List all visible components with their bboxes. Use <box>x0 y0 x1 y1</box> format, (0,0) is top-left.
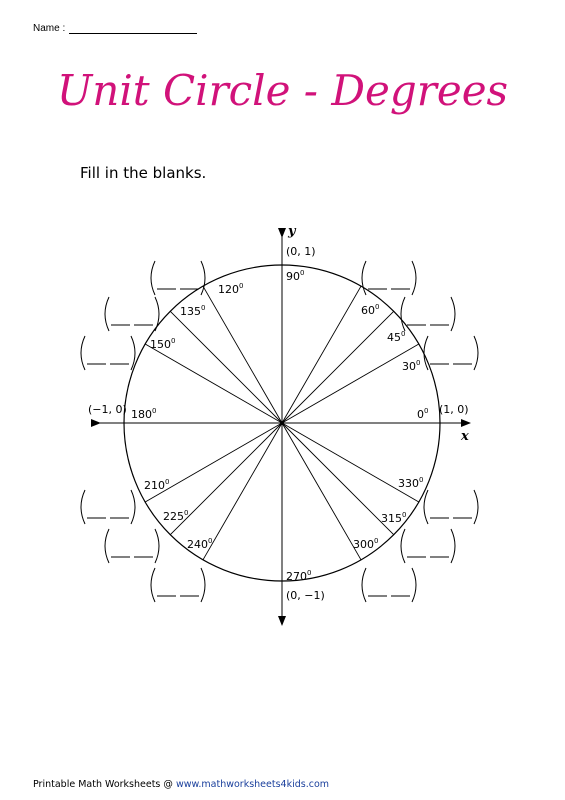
angle-label-150: $150^0$ <box>150 337 176 351</box>
footer-prefix: Printable Math Worksheets @ <box>33 779 176 790</box>
point-left-label: (−1, 0) <box>88 403 127 416</box>
ray-60 <box>282 286 361 423</box>
angle-label-240: $240^0$ <box>187 537 213 551</box>
ray-150 <box>145 344 282 423</box>
angle-label-330: $330^0$ <box>398 476 424 490</box>
open-paren <box>81 490 85 524</box>
y-axis-label: y <box>288 224 296 239</box>
ray-300 <box>282 423 361 560</box>
ray-225 <box>170 423 282 535</box>
open-paren <box>151 568 155 602</box>
close-paren <box>201 568 205 602</box>
close-paren <box>412 261 416 295</box>
degree-mark: 0 <box>208 537 213 545</box>
angle-label-180: $180^0$ <box>131 407 157 421</box>
close-paren <box>155 297 159 331</box>
angle-label-270: $270^0$ <box>286 569 312 583</box>
ray-210 <box>145 423 282 502</box>
open-paren <box>362 568 366 602</box>
close-paren <box>131 336 135 370</box>
close-paren <box>451 529 455 563</box>
degree-mark: 0 <box>152 407 157 415</box>
open-paren <box>105 529 109 563</box>
unit-circle-diagram <box>0 215 565 640</box>
degree-mark: 0 <box>184 509 189 517</box>
degree-mark: 0 <box>201 304 206 312</box>
degree-mark: 0 <box>300 269 305 277</box>
point-bottom-label: (0, −1) <box>286 589 325 602</box>
degree-mark: 0 <box>165 478 170 486</box>
blank-pair-30[interactable] <box>424 336 478 370</box>
angle-label-30: $30^0$ <box>402 359 421 373</box>
page-title: Unit Circle - Degrees <box>56 66 509 115</box>
ray-315 <box>282 423 394 535</box>
close-paren <box>131 490 135 524</box>
ray-45 <box>282 311 394 423</box>
open-paren <box>105 297 109 331</box>
name-blank-line[interactable] <box>69 22 197 34</box>
degree-mark: 0 <box>416 359 421 367</box>
degree-mark: 0 <box>374 537 379 545</box>
close-paren <box>201 261 205 295</box>
blank-pair-315[interactable] <box>401 529 455 563</box>
ray-330 <box>282 423 419 502</box>
angle-label-300: $300^0$ <box>353 537 379 551</box>
degree-mark: 0 <box>424 407 429 415</box>
close-paren <box>412 568 416 602</box>
open-paren <box>424 336 428 370</box>
angle-label-135: $135^0$ <box>180 304 206 318</box>
close-paren <box>474 490 478 524</box>
degree-mark: 0 <box>402 511 407 519</box>
coordinate-blanks <box>81 261 478 602</box>
angle-label-315: $315^0$ <box>381 511 407 525</box>
ray-240 <box>203 423 282 560</box>
degree-mark: 0 <box>171 337 176 345</box>
close-paren <box>474 336 478 370</box>
open-paren <box>362 261 366 295</box>
ray-30 <box>282 344 419 423</box>
ray-135 <box>170 311 282 423</box>
instruction-text: Fill in the blanks. <box>80 164 207 182</box>
point-top-label: (0, 1) <box>286 245 316 258</box>
blank-pair-210[interactable] <box>81 490 135 524</box>
name-label: Name : <box>33 23 66 34</box>
ray-120 <box>203 286 282 423</box>
degree-mark: 0 <box>239 282 244 290</box>
blank-pair-60[interactable] <box>362 261 416 295</box>
x-axis-label: x <box>461 429 469 444</box>
blank-pair-135[interactable] <box>105 297 159 331</box>
name-field <box>33 22 197 34</box>
degree-mark: 0 <box>307 569 312 577</box>
angle-label-225: $225^0$ <box>163 509 189 523</box>
open-paren <box>81 336 85 370</box>
blank-pair-330[interactable] <box>424 490 478 524</box>
open-paren <box>151 261 155 295</box>
footer-url[interactable]: www.mathworksheets4kids.com <box>175 779 330 790</box>
open-paren <box>401 529 405 563</box>
angle-label-0: $0^0$ <box>417 407 429 421</box>
footer <box>33 779 329 790</box>
close-paren <box>451 297 455 331</box>
degree-mark: 0 <box>419 476 424 484</box>
angle-label-45: $45^0$ <box>387 330 406 344</box>
degree-mark: 0 <box>375 303 380 311</box>
degree-mark: 0 <box>401 330 406 338</box>
angle-label-210: $210^0$ <box>144 478 170 492</box>
blank-pair-150[interactable] <box>81 336 135 370</box>
blank-pair-45[interactable] <box>401 297 455 331</box>
angle-label-60: $60^0$ <box>361 303 380 317</box>
blank-pair-300[interactable] <box>362 568 416 602</box>
open-paren <box>424 490 428 524</box>
blank-pair-225[interactable] <box>105 529 159 563</box>
angle-label-90: $90^0$ <box>286 269 305 283</box>
open-paren <box>401 297 405 331</box>
point-right-label: (1, 0) <box>439 403 469 416</box>
blank-pair-240[interactable] <box>151 568 205 602</box>
angle-label-120: $120^0$ <box>218 282 244 296</box>
close-paren <box>155 529 159 563</box>
